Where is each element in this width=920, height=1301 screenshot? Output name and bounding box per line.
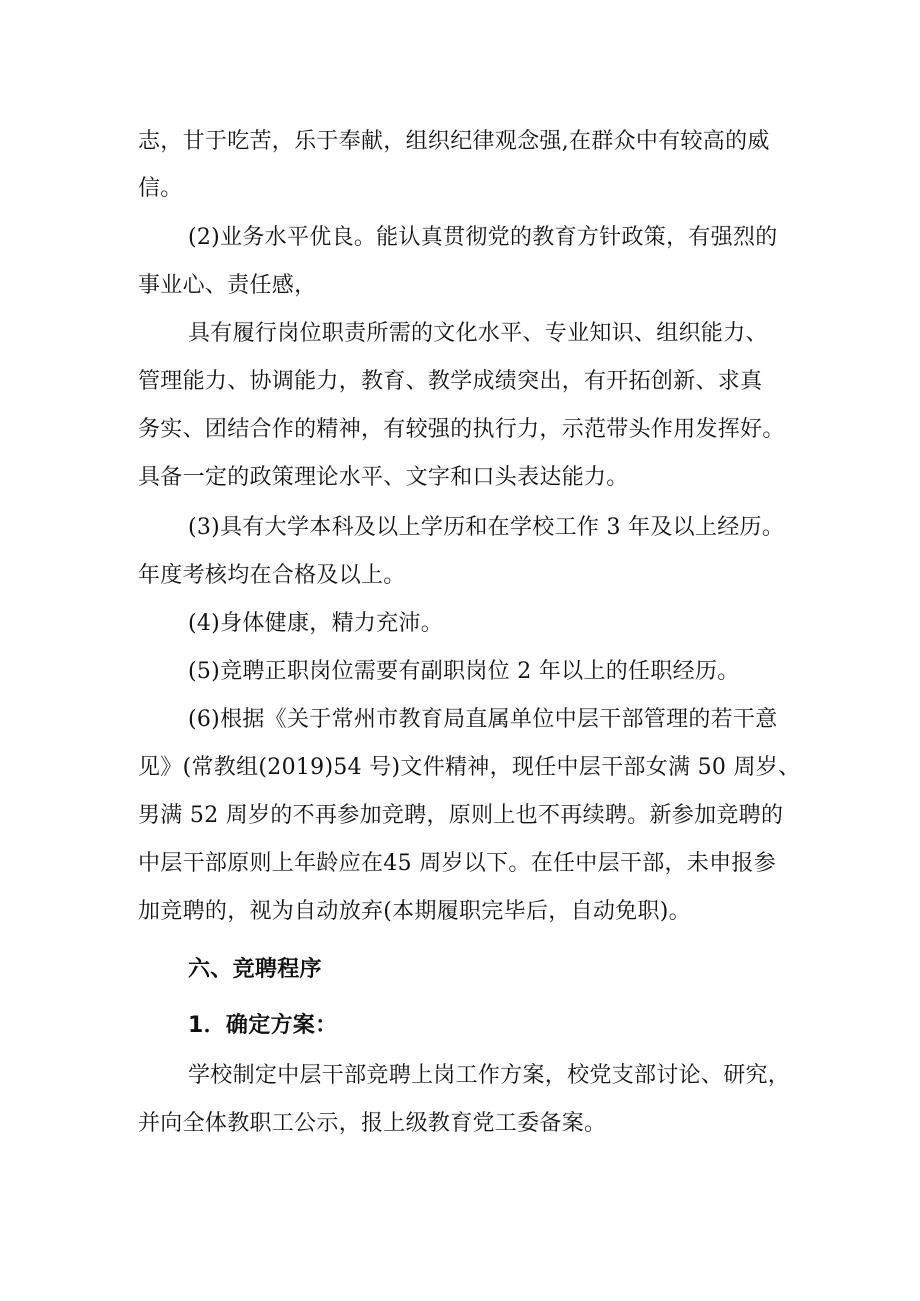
text-line-13: (6)根据《关于常州市教育局直属单位中层干部管理的若干意 xyxy=(188,707,778,732)
closing-line-1: 学校制定中层干部竞聘上岗工作方案，校党支部讨论、研究， xyxy=(188,1063,791,1088)
sub-heading: 1．确定方案： xyxy=(188,1013,338,1038)
text-line-15: 男满 52 周岁的不再参加竞聘，原则上也不再续聘。新参加竞聘的 xyxy=(138,803,784,828)
text-line-8: 具备一定的政策理论水平、文字和口头表达能力。 xyxy=(138,465,629,490)
text-line-2: 信。 xyxy=(138,176,183,201)
text-line-4: 事业心、责任感， xyxy=(138,273,317,298)
section-heading: 六、竞聘程序 xyxy=(188,957,322,982)
text-line-7: 务实、团结合作的精神，有较强的执行力，示范带头作用发挥好。 xyxy=(138,417,785,442)
text-line-11: (4)身体健康，精力充沛。 xyxy=(188,611,444,636)
text-line-5: 具有履行岗位职责所需的文化水平、专业知识、组织能力、 xyxy=(188,321,768,346)
text-line-10: 年度考核均在合格及以上。 xyxy=(138,563,406,588)
text-line-1: 志，甘于吃苦，乐于奉献，组织纪律观念强,在群众中有较高的威 xyxy=(138,129,770,154)
text-line-14: 见》(常教组(2019)54 号)文件精神，现任中层干部女满 50 周岁、 xyxy=(138,755,801,780)
text-line-17: 加竞聘的，视为自动放弃(本期履职完毕后，自动免职)。 xyxy=(138,899,691,924)
text-line-9: (3)具有大学本科及以上学历和在学校工作 3 年及以上经历。 xyxy=(188,515,785,540)
text-line-6: 管理能力、协调能力，教育、教学成绩突出，有开拓创新、求真 xyxy=(138,369,763,394)
text-line-3: (2)业务水平优良。能认真贯彻党的教育方针政策，有强烈的 xyxy=(188,225,778,250)
closing-line-2: 并向全体教职工公示，报上级教育党工委备案。 xyxy=(138,1111,607,1136)
text-line-16: 中层干部原则上年龄应在45 周岁以下。在任中层干部，未申报参 xyxy=(138,851,776,876)
text-line-12: (5)竞聘正职岗位需要有副职岗位 2 年以上的任职经历。 xyxy=(188,659,740,684)
